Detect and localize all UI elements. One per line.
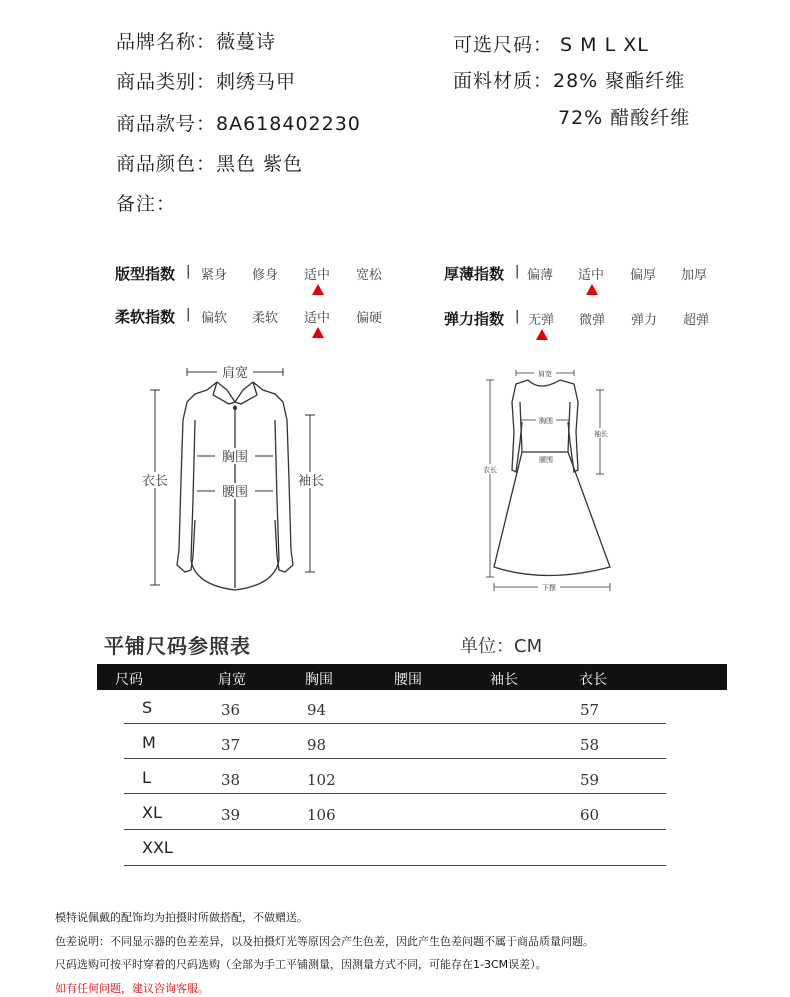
remark-line: 备注：	[116, 193, 177, 215]
header-waist: 腰围	[394, 672, 422, 688]
dress-sleeve-label: 袖长	[594, 430, 608, 438]
length-cell: 60	[580, 806, 600, 824]
index-title-1: 柔软指数	[115, 308, 176, 326]
index-option: 超弹	[683, 313, 710, 328]
index-option: 弹力	[631, 313, 658, 328]
length-cell: 58	[580, 736, 600, 754]
header-sleeve: 袖长	[490, 672, 518, 688]
index-option: 柔软	[252, 311, 279, 326]
index-option: 偏薄	[527, 268, 554, 283]
chest-cell: 102	[307, 771, 336, 789]
size-table-header	[97, 664, 727, 690]
dress-length-label: 衣长	[483, 466, 497, 474]
selected-marker-icon	[536, 329, 548, 340]
index-title-3: 弹力指数	[444, 310, 505, 328]
index-option: 适中	[578, 268, 605, 283]
fabric-line-1: 面料材质：28% 聚酯纤维	[453, 70, 686, 92]
note-size-advice: 尺码选购可按平时穿着的尺码选购（全部为手工平铺测量，因测量方式不同，可能存在1-3CM误差）。	[55, 958, 547, 971]
note-accessories: 模特说佩戴的配饰均为拍摄时所做搭配，不做赠送。	[55, 911, 308, 924]
size-cell: S	[142, 698, 153, 717]
header-chest: 胸围	[305, 672, 333, 688]
note-contact-service: 如有任何问题，建议咨询客服。	[55, 982, 209, 995]
length-cell: 57	[580, 701, 600, 719]
item-no-line: 商品款号：8A618402230	[116, 113, 361, 135]
shirt-shoulder-label: 肩宽	[221, 366, 249, 381]
shoulder-cell: 37	[221, 736, 241, 754]
index-option: 宽松	[356, 268, 383, 283]
index-separator: |	[515, 309, 520, 324]
selected-marker-icon	[312, 284, 324, 295]
table-row-divider	[124, 793, 666, 794]
size-table-unit: 单位：CM	[460, 636, 543, 657]
color-line: 商品颜色：黑色 紫色	[116, 153, 304, 175]
size-cell: XL	[142, 803, 162, 822]
shirt-diagram	[135, 360, 335, 595]
category-line: 商品类别：刺绣马甲	[116, 71, 297, 93]
table-row-divider	[124, 758, 666, 759]
index-separator: |	[515, 264, 520, 279]
index-option: 无弹	[528, 313, 555, 328]
chest-cell: 98	[307, 736, 327, 754]
dress-chest-label: 胸围	[539, 417, 553, 425]
table-row-divider	[124, 829, 666, 830]
chest-cell: 106	[307, 806, 336, 824]
length-cell: 59	[580, 771, 600, 789]
header-size: 尺码	[115, 672, 143, 688]
index-option: 微弹	[579, 313, 606, 328]
index-option: 紧身	[201, 268, 228, 283]
sizes-line: 可选尺码： S M L XL	[453, 34, 649, 56]
index-option: 适中	[304, 268, 331, 283]
shirt-chest-label: 胸围	[221, 450, 249, 465]
table-row-divider	[124, 865, 666, 866]
shoulder-cell: 38	[221, 771, 241, 789]
header-length: 衣长	[579, 672, 607, 688]
index-option: 适中	[304, 311, 331, 326]
shirt-waist-label: 腰围	[221, 485, 249, 500]
size-table-title: 平铺尺码参照表	[104, 634, 251, 658]
size-cell: M	[142, 733, 156, 752]
index-option: 偏厚	[630, 268, 657, 283]
index-option: 偏软	[201, 311, 228, 326]
shoulder-cell: 36	[221, 701, 241, 719]
index-option: 加厚	[681, 268, 708, 283]
index-separator: |	[186, 307, 191, 322]
dress-diagram	[470, 362, 620, 597]
fabric-line-2: 72% 醋酸纤维	[558, 107, 691, 129]
index-title-2: 厚薄指数	[444, 265, 505, 283]
dress-hem-label: 下摆	[542, 584, 556, 592]
shirt-sleeve-label: 袖长	[297, 474, 325, 489]
size-cell: L	[142, 768, 151, 787]
table-row-divider	[124, 723, 666, 724]
index-title-0: 版型指数	[115, 265, 176, 283]
index-option: 偏硬	[356, 311, 383, 326]
shoulder-cell: 39	[221, 806, 241, 824]
header-shoulder: 肩宽	[218, 672, 246, 688]
index-option: 修身	[252, 268, 279, 283]
chest-cell: 94	[307, 701, 327, 719]
dress-waist-label: 腰围	[539, 456, 553, 464]
dress-shoulder-label: 肩宽	[538, 370, 552, 378]
note-color-diff: 色差说明：不同显示器的色差差异，以及拍摄灯光等原因会产生色差，因此产生色差问题不属于商品质量问题。	[55, 935, 594, 948]
index-separator: |	[186, 264, 191, 279]
size-cell: XXL	[142, 838, 173, 857]
selected-marker-icon	[312, 327, 324, 338]
brand-line: 品牌名称：薇蔓诗	[116, 31, 277, 53]
shirt-length-label: 衣长	[141, 474, 169, 489]
selected-marker-icon	[586, 284, 598, 295]
